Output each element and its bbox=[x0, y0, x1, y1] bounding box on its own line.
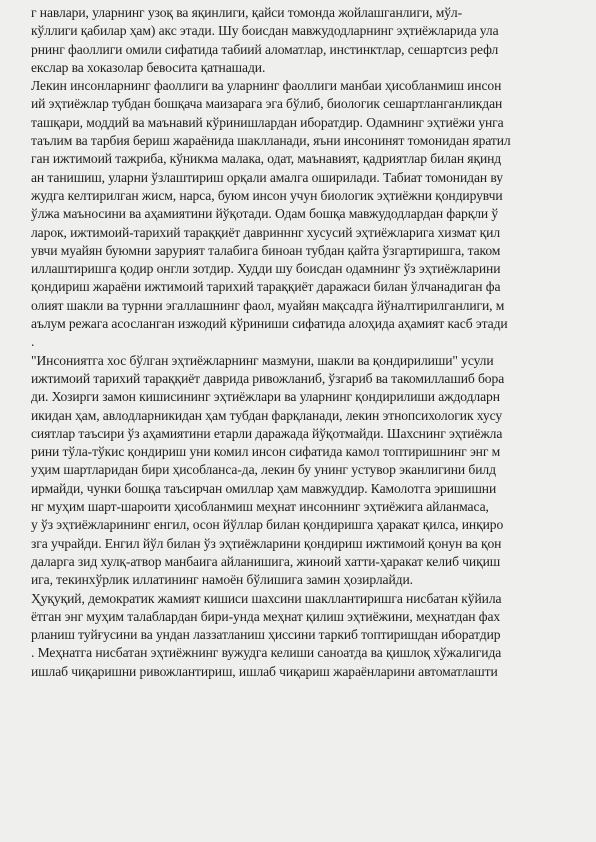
text-line-5: Лекин инсонларнинг фаоллиги ва уларнинг фаоллиги манбаи ҳисобланмиш инсон bbox=[31, 78, 502, 94]
text-line-30: зга учрайди. Енгил йўл билан ўз эҳтиёжларини қондириш ижтимоий қонун ва қон bbox=[31, 535, 502, 551]
text-line-8: таълим ва тарбия бериш жараёнида шаклланади, яъни инсонинят томонидан яратил bbox=[31, 133, 511, 149]
text-line-13: ларок, ижтимоий-тарихий тараққиёт давринннг хусусий эҳтиёжларига хизмат қил bbox=[31, 224, 501, 240]
text-line-10: ан танишиш, уларни ўзлаштириш орқали амалга оширилади. Табиат томонидан ву bbox=[31, 169, 503, 185]
text-line-7: ташқари, моддий ва маънавий кўринишлардан иборатдир. Одамнинг эҳтиёжи унга bbox=[31, 114, 504, 130]
text-line-28: нг муҳим шарт-шароити ҳисобланмиш меҳнат инсоннинг эҳтиёжига айланмаса, bbox=[31, 499, 489, 515]
text-line-21: ижтимоий тарихий тараққиёт даврида ривожланиб, ўзгариб ва такомиллашиб бора bbox=[31, 370, 505, 386]
text-line-24: сиятлар таъсири ўз аҳамиятини етарли даражада йўқотмайди. Шахснинг эҳтиёжла bbox=[31, 425, 503, 441]
text-line-3: рнинг фаоллиги омили сифатида табиий аломатлар, инстинктлар, сешартсиз рефл bbox=[31, 41, 499, 57]
text-line-18: аълум режага асосланган изжодий кўриниши сифатида алоҳида аҳамият касб этади bbox=[31, 316, 508, 332]
text-line-35: рланиш туйғусини ва ундан лаззатланиш ҳиссини таркиб топтиришдан иборатдир bbox=[31, 627, 501, 643]
text-line-34: ётган энг муҳим талаблардан бири-унда меҳнат қилиш эҳтиёжини, меҳнатдан фах bbox=[31, 608, 501, 624]
text-line-17: олият шакли ва турнни эгаллашнинг фаол, муайян мақсадга йўналтирилганлиги, м bbox=[31, 297, 505, 313]
text-line-22: ди. Хозирги замон кишисининг эҳтиёжлари ва уларнинг қондирилиши аждодларн bbox=[31, 389, 500, 405]
text-line-12: ўлжа маъносини ва аҳамиятини йўқотади. Одам бошқа мавжудодлардан фарқли ў bbox=[31, 206, 499, 222]
text-line-11: жудга келтирилган жисм, нарса, буюм инсон учун биологик эҳтиёжни қондирувчи bbox=[31, 187, 503, 203]
text-line-29: у ўз эҳтиёжларининг енгил, осон йўллар билан қондиришга ҳаракат қилса, инқиро bbox=[31, 517, 504, 533]
text-line-19: . bbox=[31, 334, 35, 350]
text-line-2: кўллиги қабилар ҳам) акс этади. Шу боисдан мавжудодларнинг эҳтиёжларида ула bbox=[31, 23, 499, 39]
text-line-23: икидан ҳам, авлодларникидан ҳам тубдан фарқланади, лекин этнопсихологик хусу bbox=[31, 407, 503, 423]
text-line-27: ирмайди, чунки бошқа таъсирчан омиллар ҳам мавжуддир. Камолотга эришишни bbox=[31, 480, 497, 496]
text-line-16: қондириш жараёни ижтимоий тарихий тараққиёт даражаси билан ўлчанадиган фа bbox=[31, 279, 501, 295]
text-line-32: ига, текинхўрлик иллатининг намоён бўлишига замин ҳозирлайди. bbox=[31, 572, 413, 588]
text-line-36: . Меҳнатга нисбатан эҳтиёжнинг вужудга келиши саноатда ва қишлоқ хўжалигида bbox=[31, 645, 502, 661]
text-line-14: увчи муайян буюмни зарурият талабига биноан тубдан қайта ўзгартиришга, таком bbox=[31, 242, 501, 258]
text-line-6: ий эҳтиёжлар тубдан бошқача маизарага эга бўлиб, биологик сешартланганликдан bbox=[31, 96, 503, 112]
text-line-15: иллаштиришга қодир онгли зотдир. Худди шу боисдан одамнинг ўз эҳтиёжларини bbox=[31, 261, 501, 277]
text-line-20: "Инсониятга хос бўлган эҳтиёжларнинг мазмуни, шакли ва қондирилиши" усули bbox=[31, 352, 494, 368]
text-line-33: Ҳуқуқий, демократик жамият кишиси шахсини шакллантиришга нисбатан кўйила bbox=[31, 590, 502, 606]
text-line-25: рини тўла-тўкис қондириш уни комил инсон сифатида камол топтиришнинг энг м bbox=[31, 444, 501, 460]
text-line-4: екслар ва хоказолар бевосита қатнашади. bbox=[31, 59, 266, 75]
text-line-1: г навлари, уларнинг узоқ ва яқинлиги, қайси томонда жойлашганлиги, мўл- bbox=[31, 5, 463, 20]
text-line-26: уҳим шартларидан бири ҳисобланса-да, лекин бу унинг устувор эканлигини билд bbox=[31, 462, 496, 478]
text-line-9: ган ижтимоий тажриба, кўникма малака, одат, маънавият, қадриятлар билан яқинд bbox=[31, 151, 502, 167]
text-line-37: ишлаб чиқаришни ривожлантириш, ишлаб чиқариш жараёнларини автоматлашти bbox=[31, 663, 498, 679]
text-line-31: даларга зид хулқ-атвор манбаига айланишига, жиноий хатти-ҳаракат келиб чиқиш bbox=[31, 553, 501, 569]
